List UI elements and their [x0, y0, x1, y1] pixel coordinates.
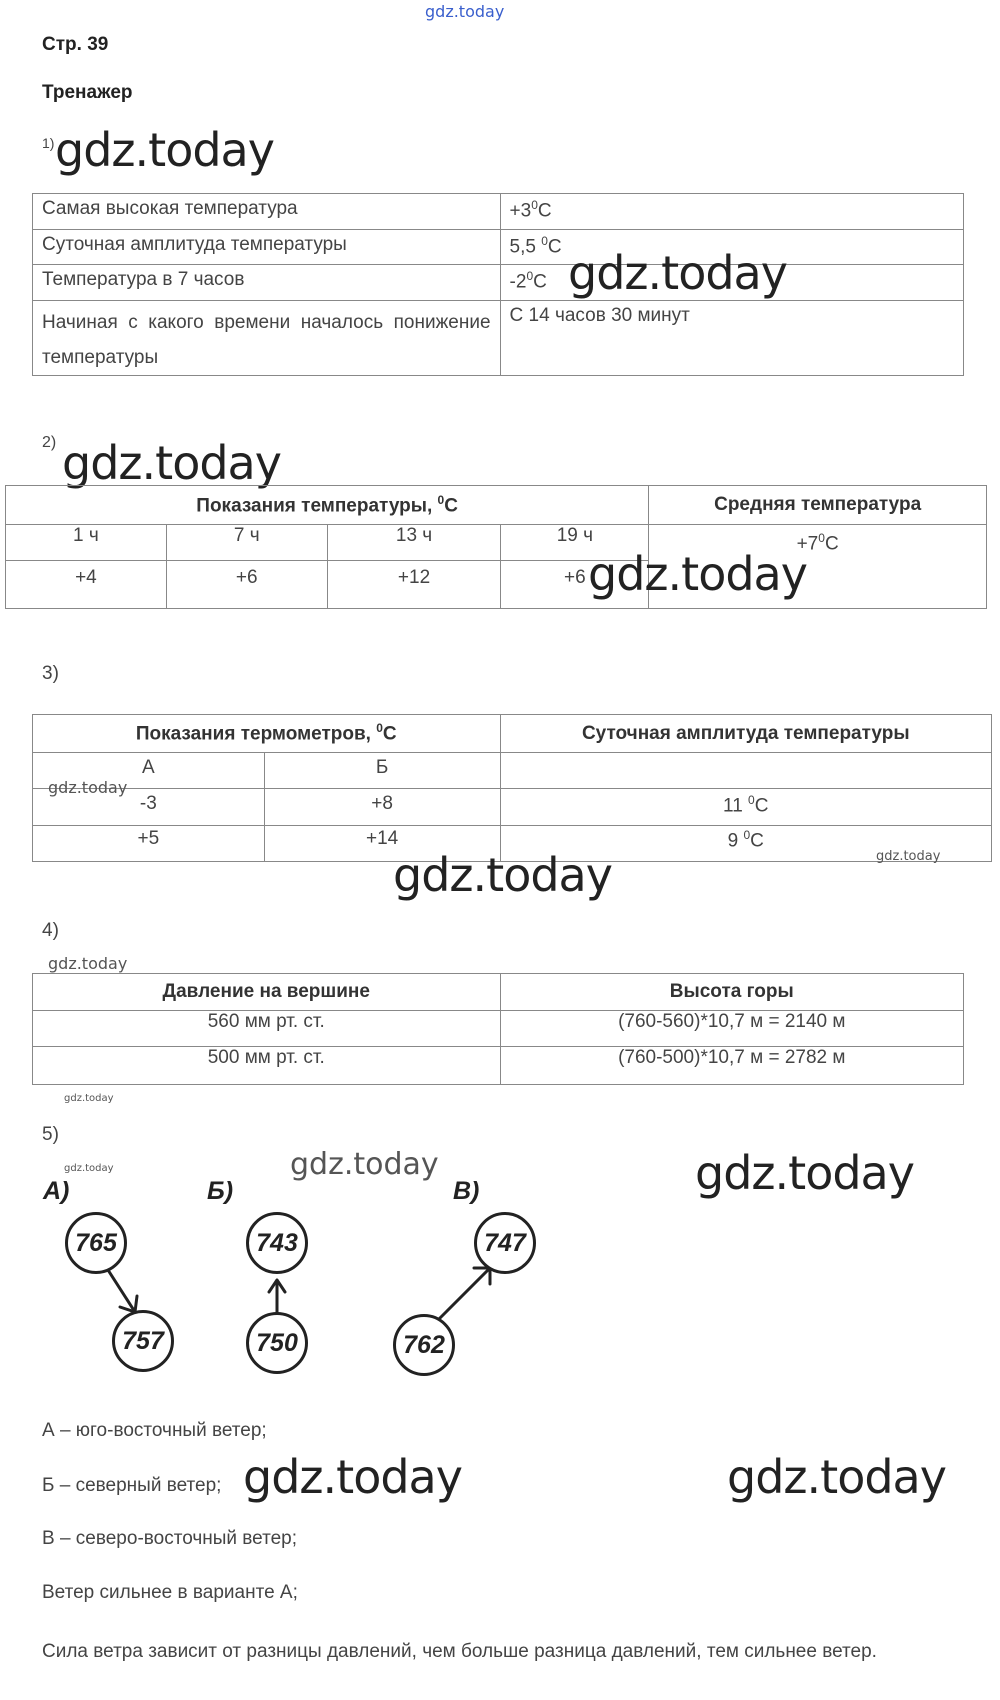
degree-sup: 0	[437, 492, 445, 507]
task1-value: +3	[509, 200, 532, 222]
task1-number: 1)	[42, 135, 55, 151]
task3-b-text: +8	[371, 793, 393, 814]
task2-time-text: 7 ч	[233, 525, 260, 546]
pressure-value: 743	[256, 1228, 298, 1257]
task1-label: Самая высокая температура	[42, 198, 298, 219]
pressure-value: 757	[122, 1326, 164, 1355]
task2-value-text: +6	[564, 567, 586, 588]
task2-header-avg-text: Средняя температура	[714, 494, 922, 515]
task1-value: 5,5	[509, 236, 542, 258]
task4-header-pressure-text: Давление на вершине	[162, 981, 370, 1002]
task3-amp-text: 9	[727, 830, 744, 852]
top-watermark: gdz.today	[425, 2, 505, 21]
task5-number: 5)	[42, 1124, 59, 1145]
task2-time-text: 1 ч	[73, 525, 99, 546]
task4-pressure-text: 500 мм рт. ст.	[207, 1047, 325, 1068]
arrow-a	[108, 1270, 135, 1312]
pressure-value: 762	[403, 1330, 445, 1359]
task3-header-amp-text: Суточная амплитуда температуры	[581, 722, 910, 744]
task3-amp-text: 11	[723, 795, 749, 817]
isobar-circle	[393, 1314, 455, 1376]
isobar-circle	[246, 1312, 308, 1374]
pressure-value: 765	[75, 1228, 117, 1257]
variant-v-label: В)	[453, 1177, 480, 1205]
degree-sup: 0	[526, 269, 534, 283]
unit: C	[533, 271, 547, 293]
task3-number: 3)	[42, 663, 59, 684]
answer-b: Б – северный ветер;	[42, 1475, 222, 1496]
answer-a: А – юго-восточный ветер;	[42, 1420, 267, 1441]
unit: C	[382, 723, 397, 745]
isobar-circle	[112, 1310, 174, 1372]
watermark-10: gdz.today	[64, 1163, 114, 1174]
degree-sup: 0	[818, 531, 825, 545]
watermark-2: gdz.today	[568, 246, 787, 300]
degree-sup: 0	[743, 828, 751, 842]
watermark-11: gdz.today	[290, 1147, 439, 1182]
watermark-14: gdz.today	[727, 1450, 946, 1504]
answer-v: В – северо-восточный ветер;	[42, 1528, 298, 1549]
task1-value: -2	[509, 271, 527, 293]
watermark-4: gdz.today	[588, 547, 807, 601]
task2-value-text: +6	[235, 567, 258, 588]
answer-strong: Ветер сильнее в варианте А;	[42, 1582, 298, 1603]
unit: C	[750, 830, 764, 852]
task1-value: С 14 часов 30 минут	[509, 305, 690, 326]
unit: C	[537, 200, 552, 222]
isobar-circle	[474, 1212, 536, 1274]
arrow-v	[438, 1269, 489, 1320]
task3-a-text: +5	[137, 828, 160, 849]
task2-value-text: +12	[397, 567, 431, 588]
watermark-3: gdz.today	[62, 436, 281, 490]
degree-sup: 0	[376, 721, 383, 736]
task3-col-b-text: Б	[375, 757, 389, 778]
watermark-6: gdz.today	[876, 849, 941, 864]
task3-b-text: +14	[366, 828, 399, 849]
watermark-9: gdz.today	[64, 1093, 114, 1104]
task2-value-text: +4	[75, 567, 97, 588]
task3-header-text: Показания термометров,	[135, 723, 377, 745]
degree-sup: 0	[748, 793, 755, 807]
unit: C	[754, 795, 769, 817]
pressure-value: 750	[256, 1328, 298, 1357]
task3-a-text: -3	[139, 793, 157, 814]
watermark-13: gdz.today	[243, 1450, 462, 1504]
watermark-1: gdz.today	[55, 123, 274, 177]
unit: C	[547, 236, 562, 258]
page-label: Стр. 39	[42, 34, 109, 55]
task2-time-text: 13 ч	[395, 525, 433, 546]
task1-label: Температура в 7 часов	[42, 269, 245, 290]
task1-label: Суточная амплитуда температуры	[42, 234, 347, 255]
watermark-5: gdz.today	[48, 778, 128, 797]
variant-b-label: Б)	[207, 1177, 234, 1205]
task2-header-text: Показания температуры,	[196, 495, 438, 517]
unit: C	[444, 495, 458, 517]
task4-height-text: (760-500)*10,7 м = 2782 м	[618, 1047, 846, 1068]
variant-a-label: А)	[43, 1177, 70, 1205]
task4-number: 4)	[42, 920, 59, 941]
degree-sup: 0	[541, 234, 548, 248]
task2-time-text: 19 ч	[556, 525, 593, 546]
unit: C	[824, 533, 839, 555]
task4-pressure-text: 560 мм рт. ст.	[207, 1011, 325, 1032]
watermark-7: gdz.today	[393, 848, 612, 902]
degree-sup: 0	[531, 198, 538, 212]
task3-col-a-text: А	[142, 757, 155, 778]
watermark-12: gdz.today	[695, 1146, 914, 1200]
task1-label: Начиная с какого времени началось понижение температуры	[42, 312, 491, 368]
task2-number: 2)	[42, 434, 57, 451]
pressure-value: 747	[484, 1228, 526, 1257]
answer-explanation: Сила ветра зависит от разницы давлений, чем больше разница давлений, тем сильнее ветер.	[42, 1641, 877, 1662]
task4-header-height-text: Высота горы	[669, 981, 794, 1002]
task2-avg-value: +7	[796, 533, 819, 555]
watermark-8: gdz.today	[48, 954, 128, 973]
task4-height-text: (760-560)*10,7 м = 2140 м	[618, 1011, 846, 1032]
isobar-circle	[65, 1212, 127, 1274]
isobar-circle	[246, 1212, 308, 1274]
section-title: Тренажер	[42, 82, 133, 103]
